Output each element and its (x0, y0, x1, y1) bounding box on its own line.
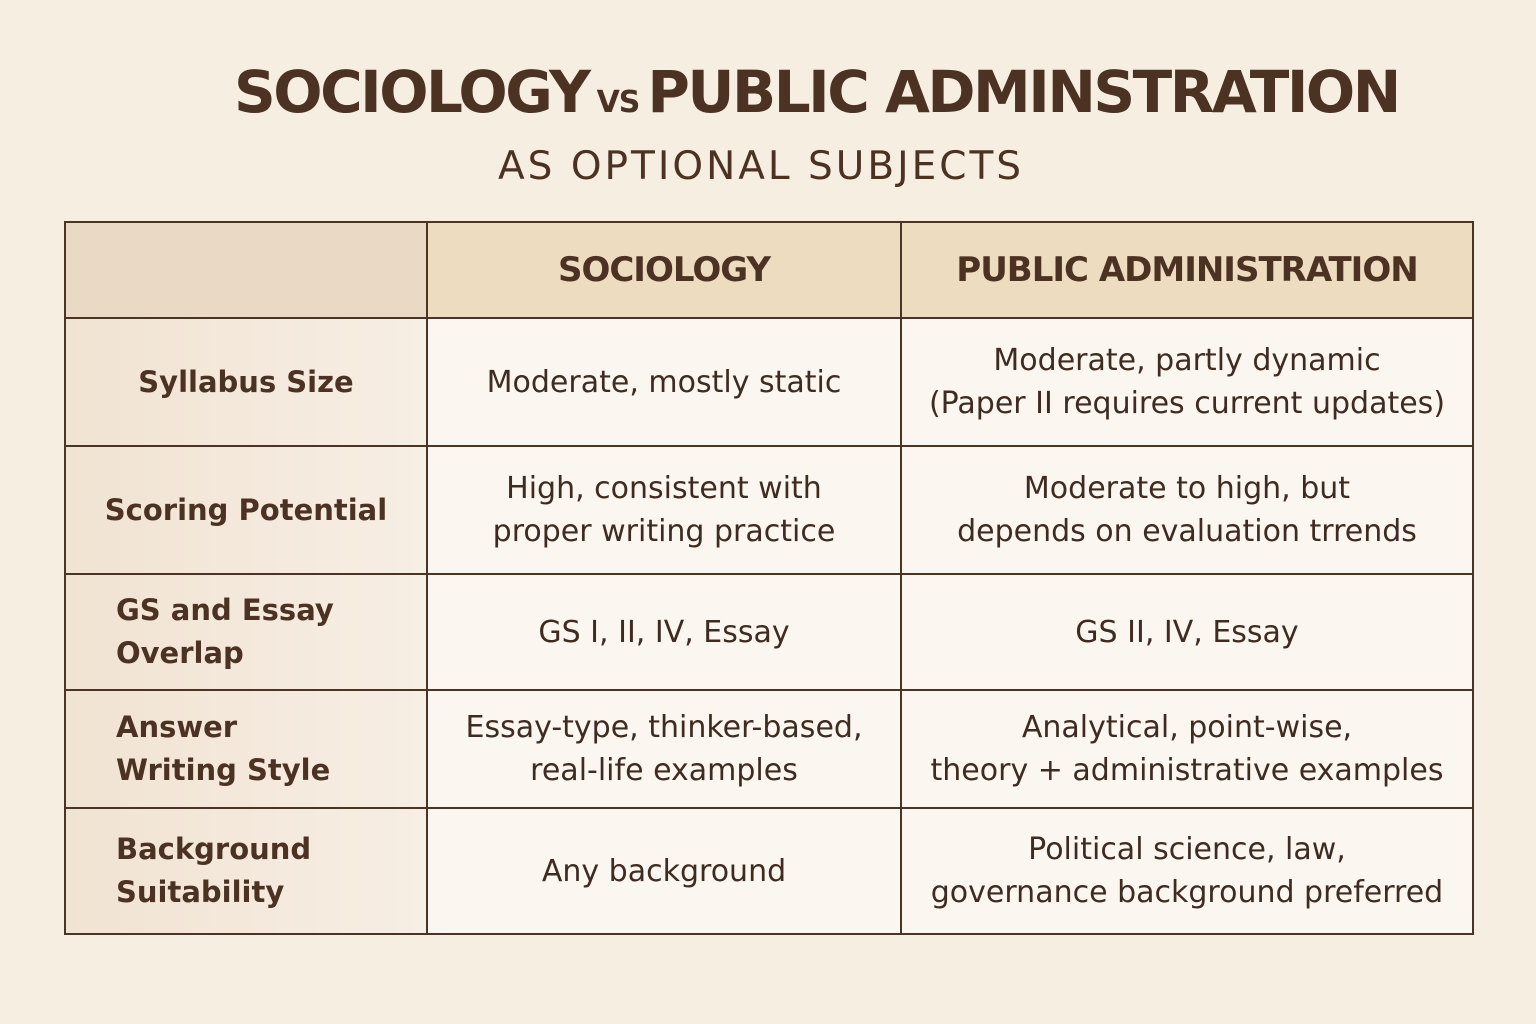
row-label (65, 808, 427, 934)
cell-line: (Paper II requires current updates) (928, 386, 1446, 421)
cell-line: GS I, II, IV, Essay (538, 614, 790, 650)
public-admin-cell (901, 318, 1473, 446)
table-row (65, 574, 1473, 690)
cell-line: governance background preferred (930, 875, 1444, 910)
row-label (65, 446, 427, 574)
cell-line: depends on evaluation trrends (957, 514, 1417, 549)
cell-line: Any background (541, 853, 787, 889)
sociology-cell (427, 690, 901, 808)
header-corner (65, 222, 427, 318)
title-block (0, 58, 1536, 198)
page-subtitle: AS OPTIONAL SUBJECTS (498, 144, 1025, 189)
row-label-line: GS and Essay (116, 593, 334, 627)
title-vs: VS (596, 85, 640, 120)
page-title (234, 58, 1399, 126)
row-label (65, 574, 427, 690)
row-label-line: Background (116, 832, 312, 866)
table-row (65, 318, 1473, 446)
row-label-line: Answer (116, 710, 238, 744)
cell-line: Essay-type, thinker-based, (465, 710, 863, 745)
row-label (65, 690, 427, 808)
cell-line: Political science, law, (1028, 832, 1346, 867)
sociology-cell (427, 808, 901, 934)
cell-line: real-life examples (530, 753, 798, 788)
table-header-row (65, 222, 1473, 318)
cell-line: Moderate, mostly static (486, 364, 842, 400)
row-label-line: Scoring Potential (104, 492, 388, 527)
public-admin-cell (901, 446, 1473, 574)
row-label (65, 318, 427, 446)
table-row (65, 808, 1473, 934)
table-row (65, 446, 1473, 574)
row-label-line: Syllabus Size (138, 364, 354, 399)
cell-line: Analytical, point-wise, (1021, 710, 1353, 745)
sociology-cell (427, 446, 901, 574)
row-label-line: Writing Style (116, 753, 331, 787)
cell-line: Moderate, partly dynamic (993, 343, 1381, 378)
cell-line: GS II, IV, Essay (1075, 614, 1299, 650)
cell-line: theory + administrative examples (930, 753, 1444, 788)
comparison-table (64, 221, 1474, 935)
title-right: PUBLIC ADMINSTRATION (647, 58, 1399, 126)
public-admin-cell (901, 574, 1473, 690)
sociology-cell (427, 318, 901, 446)
cell-line: Moderate to high, but (1023, 471, 1351, 506)
row-label-line: Overlap (116, 636, 244, 670)
header-sociology: SOCIOLOGY (427, 222, 901, 318)
cell-line: proper writing practice (492, 514, 836, 549)
public-admin-cell (901, 808, 1473, 934)
header-public-administration: PUBLIC ADMINISTRATION (901, 222, 1473, 318)
table-row (65, 690, 1473, 808)
public-admin-cell (901, 690, 1473, 808)
sociology-cell (427, 574, 901, 690)
cell-line: High, consistent with (506, 471, 822, 506)
row-label-line: Suitability (116, 875, 285, 909)
title-left: SOCIOLOGY (234, 58, 589, 126)
